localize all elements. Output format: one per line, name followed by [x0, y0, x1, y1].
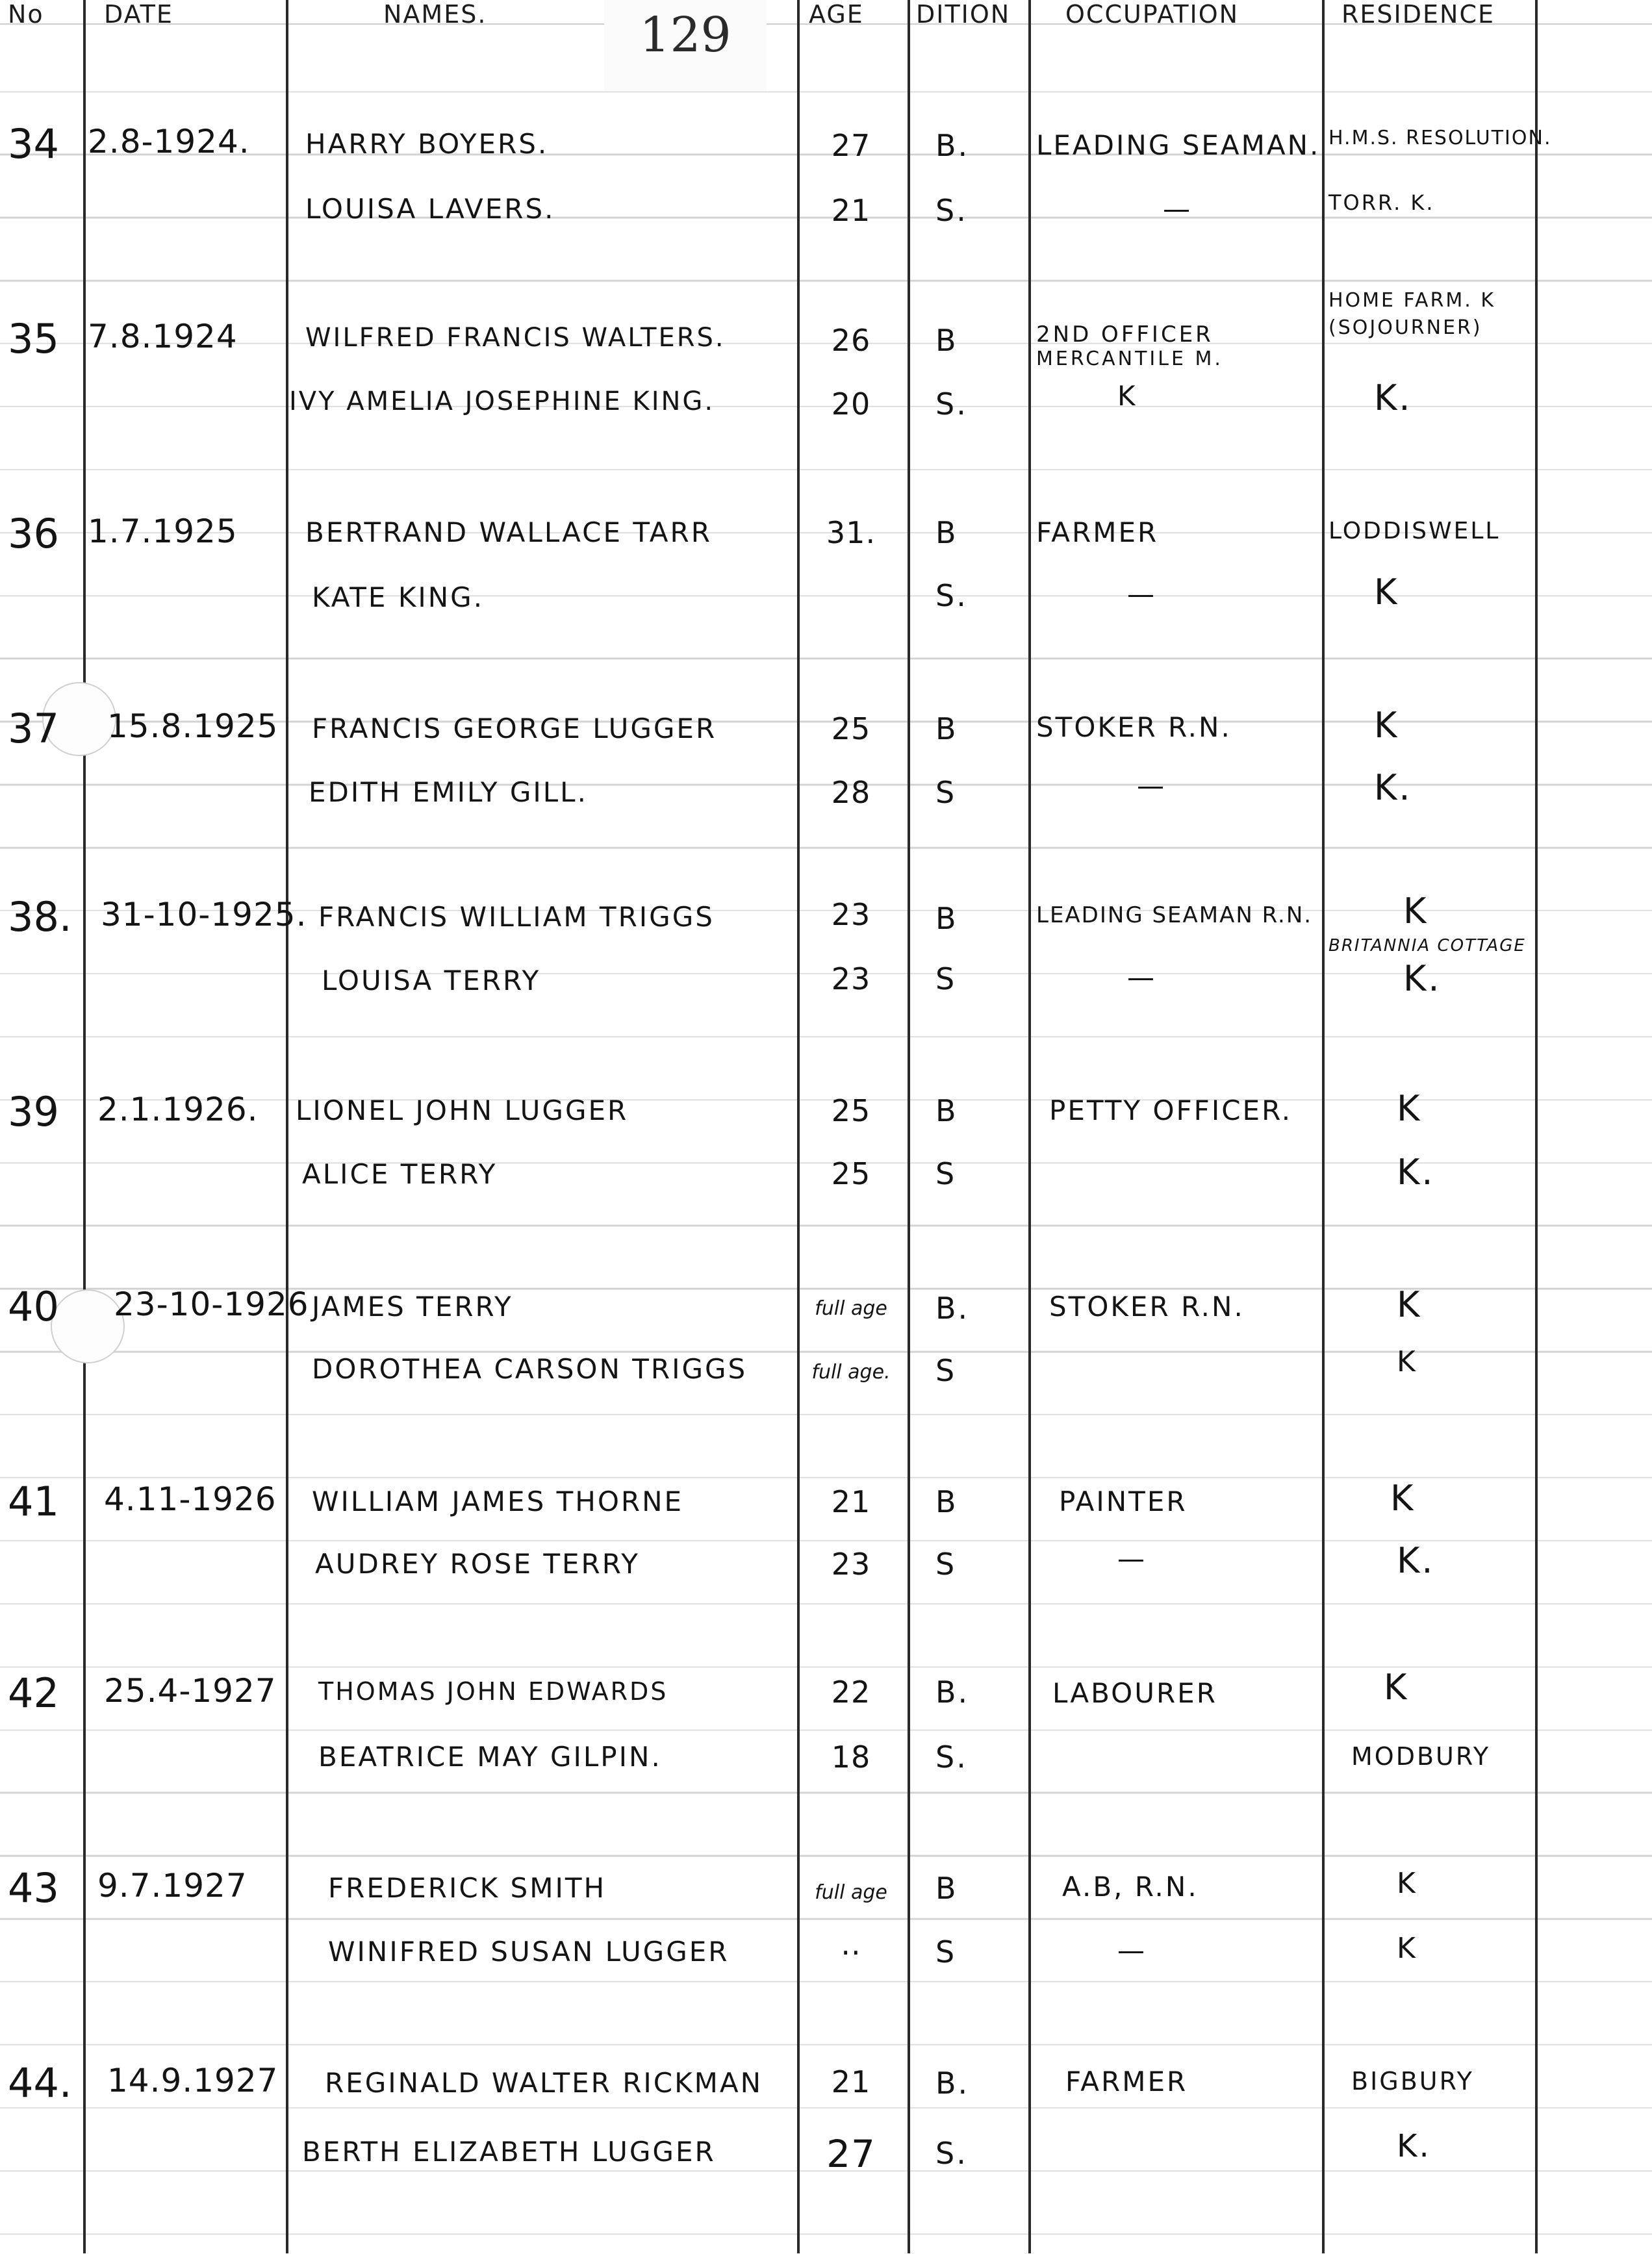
bride-residence: K.: [1397, 2128, 1431, 2164]
groom-residence: K: [1397, 1284, 1422, 1325]
groom-name: WILLIAM JAMES THORNE: [312, 1486, 684, 1517]
entry-42: [0, 1669, 1652, 1864]
entry-number: 39: [8, 1088, 59, 1135]
bride-age: full age.: [811, 1361, 891, 1384]
groom-age: full age: [815, 1297, 887, 1320]
header-condition: DITION: [916, 0, 1011, 29]
entry-38: [0, 893, 1652, 1088]
entry-date: 2.8-1924.: [88, 123, 250, 160]
folio-number: 129: [604, 0, 767, 91]
groom-name: BERTRAND WALLACE TARR: [305, 516, 712, 548]
groom-occupation: STOKER R.N.: [1049, 1291, 1245, 1323]
bride-age: 18: [831, 1740, 871, 1775]
bride-occupation: —: [1163, 193, 1192, 225]
entry-39: [0, 1088, 1652, 1283]
groom-occupation: A.B, R.N.: [1062, 1871, 1199, 1903]
groom-age: 21: [831, 1484, 871, 1519]
groom-name: HARRY BOYERS.: [305, 128, 549, 160]
bride-residence: TORR. K.: [1328, 190, 1435, 215]
bride-condition: S: [935, 1156, 957, 1191]
bride-condition: S.: [935, 578, 968, 613]
groom-name: FREDERICK SMITH: [328, 1872, 607, 1904]
entry-date: 2.1.1926.: [97, 1091, 259, 1128]
groom-name: JAMES TERRY: [312, 1291, 513, 1323]
groom-residence: K: [1374, 705, 1399, 746]
groom-condition: B: [935, 515, 958, 550]
groom-condition: B.: [935, 1675, 970, 1710]
bride-occupation: —: [1137, 770, 1166, 802]
entry-35: [0, 289, 1652, 510]
bride-age: 25: [831, 1156, 871, 1191]
entry-date: 25.4-1927: [104, 1672, 277, 1710]
bride-condition: S: [935, 1934, 957, 1969]
groom-name: WILFRED FRANCIS WALTERS.: [305, 323, 726, 353]
groom-residence: K: [1390, 1478, 1416, 1519]
entry-number: 42: [8, 1669, 59, 1717]
groom-residence-note: (SOJOURNER): [1328, 316, 1482, 339]
groom-occupation: 2ND OFFICER: [1036, 322, 1214, 348]
bride-name: DOROTHEA CARSON TRIGGS: [312, 1353, 748, 1385]
bride-residence: K.: [1397, 1540, 1435, 1581]
groom-occupation-detail: MERCANTILE M.: [1036, 348, 1223, 370]
entry-date: 4.11-1926: [104, 1480, 277, 1518]
header-names: NAMES.: [383, 0, 487, 29]
entry-number: 35: [8, 315, 59, 362]
header-occupation: OCCUPATION: [1065, 0, 1239, 29]
entry-number: 40: [8, 1283, 59, 1330]
groom-age: 27: [831, 128, 871, 163]
groom-age: 25: [831, 711, 871, 746]
entry-41: [0, 1478, 1652, 1673]
entry-date: 31-10-1925.: [101, 896, 307, 933]
bride-age: 23: [831, 1547, 871, 1582]
bride-age: 23: [831, 961, 871, 996]
groom-name: LIONEL JOHN LUGGER: [296, 1095, 629, 1126]
entry-number: 38.: [8, 893, 72, 941]
groom-age: 23: [831, 897, 871, 932]
bride-name: IVY AMELIA JOSEPHINE KING.: [289, 386, 715, 416]
groom-condition: B.: [935, 1291, 970, 1326]
groom-condition: B: [935, 1484, 958, 1519]
bride-condition: S: [935, 775, 957, 810]
groom-condition: B.: [935, 2066, 970, 2101]
bride-age: 21: [831, 193, 871, 228]
groom-residence: H.M.S. RESOLUTION.: [1328, 127, 1552, 149]
groom-residence: HOME FARM. K: [1328, 289, 1496, 312]
entry-37: [0, 705, 1652, 900]
groom-age: 21: [831, 2064, 871, 2099]
header-residence: RESIDENCE: [1341, 0, 1495, 29]
header-date: DATE: [104, 0, 173, 29]
entry-number: 43: [8, 1864, 59, 1912]
entry-43: [0, 1864, 1652, 2059]
header-age: AGE: [809, 0, 864, 29]
bride-residence: MODBURY: [1351, 1742, 1491, 1771]
entry-36: [0, 510, 1652, 705]
bride-name: WINIFRED SUSAN LUGGER: [328, 1936, 730, 1968]
bride-condition: S: [935, 1353, 957, 1388]
bride-residence: K.: [1403, 958, 1442, 999]
entry-number: 37: [8, 705, 59, 752]
groom-occupation: PETTY OFFICER.: [1049, 1095, 1293, 1126]
groom-age: 26: [831, 323, 871, 358]
groom-name: THOMAS JOHN EDWARDS: [318, 1677, 668, 1706]
groom-name: REGINALD WALTER RICKMAN: [325, 2067, 763, 2099]
entry-number: 41: [8, 1478, 59, 1525]
groom-condition: B: [935, 711, 958, 746]
entry-date: 15.8.1925: [107, 707, 279, 745]
bride-name: LOUISA TERRY: [322, 965, 541, 996]
groom-name: FRANCIS GEORGE LUGGER: [312, 713, 717, 744]
bride-age: ..: [841, 1927, 861, 1962]
entry-44: [0, 2059, 1652, 2254]
groom-condition: B.: [935, 128, 970, 163]
bride-name: BERTH ELIZABETH LUGGER: [302, 2136, 716, 2168]
bride-name: EDITH EMILY GILL.: [309, 776, 588, 808]
groom-residence: K: [1403, 891, 1429, 931]
groom-residence: K: [1397, 1088, 1422, 1129]
groom-occupation: FARMER: [1065, 2066, 1188, 2097]
bride-condition: S.: [935, 386, 968, 422]
bride-age: 27: [826, 2132, 876, 2176]
groom-occupation: FARMER: [1036, 516, 1159, 548]
bride-residence: K: [1374, 572, 1399, 613]
groom-residence: K: [1384, 1667, 1409, 1708]
bride-name: AUDREY ROSE TERRY: [315, 1548, 640, 1580]
groom-residence: K: [1397, 1867, 1417, 1900]
bride-residence: K.: [1397, 1152, 1435, 1193]
groom-age: 31.: [826, 515, 876, 550]
entry-date: 23-10-1926: [114, 1285, 309, 1323]
groom-age: 25: [831, 1093, 871, 1128]
bride-occupation: —: [1127, 578, 1156, 610]
entry-date: 1.7.1925: [88, 513, 238, 550]
groom-residence: LODDISWELL: [1328, 518, 1501, 544]
groom-condition: B: [935, 901, 958, 936]
groom-age: full age: [815, 1881, 887, 1904]
bride-residence: K.: [1374, 377, 1412, 418]
groom-residence: BIGBURY: [1351, 2067, 1474, 2096]
bride-occupation: —: [1117, 1934, 1147, 1966]
groom-condition: B: [935, 323, 958, 358]
groom-condition: B: [935, 1093, 958, 1128]
bride-residence: K: [1397, 1345, 1417, 1378]
bride-residence: K: [1397, 1932, 1417, 1965]
bride-residence: K.: [1374, 767, 1412, 808]
bride-age: 20: [831, 386, 871, 422]
bride-condition: S.: [935, 2136, 968, 2171]
bride-condition: S: [935, 961, 957, 996]
entry-34: [0, 120, 1652, 315]
groom-condition: B: [935, 1871, 958, 1906]
bride-name: LOUISA LAVERS.: [305, 193, 555, 225]
bride-name: KATE KING.: [312, 581, 485, 613]
entry-number: 44.: [8, 2059, 72, 2107]
bride-occupation: —: [1117, 1543, 1147, 1575]
bride-condition: S.: [935, 1740, 968, 1775]
entry-number: 34: [8, 120, 59, 168]
groom-name: FRANCIS WILLIAM TRIGGS: [318, 901, 715, 933]
groom-occupation: LEADING SEAMAN R.N.: [1036, 902, 1313, 928]
groom-occupation: LEADING SEAMAN.: [1036, 129, 1321, 161]
entry-date: 14.9.1927: [107, 2062, 279, 2099]
groom-occupation: PAINTER: [1059, 1486, 1188, 1517]
groom-occupation: LABOURER: [1052, 1677, 1217, 1709]
groom-age: 22: [831, 1675, 871, 1710]
bride-condition: S: [935, 1547, 957, 1582]
bride-condition: S.: [935, 193, 968, 228]
entry-date: 7.8.1924: [88, 318, 238, 355]
bride-age: 28: [831, 775, 871, 810]
bride-name: BEATRICE MAY GILPIN.: [318, 1741, 662, 1773]
entry-date: 9.7.1927: [97, 1867, 248, 1905]
bride-occupation: —: [1127, 961, 1156, 993]
bride-residence-note: BRITANNIA COTTAGE: [1328, 936, 1526, 956]
groom-occupation: STOKER R.N.: [1036, 711, 1232, 743]
entry-40: [0, 1283, 1652, 1478]
bride-name: ALICE TERRY: [302, 1158, 498, 1190]
entry-number: 36: [8, 510, 59, 557]
header-no: No: [8, 0, 44, 29]
bride-occupation: K: [1117, 380, 1137, 412]
